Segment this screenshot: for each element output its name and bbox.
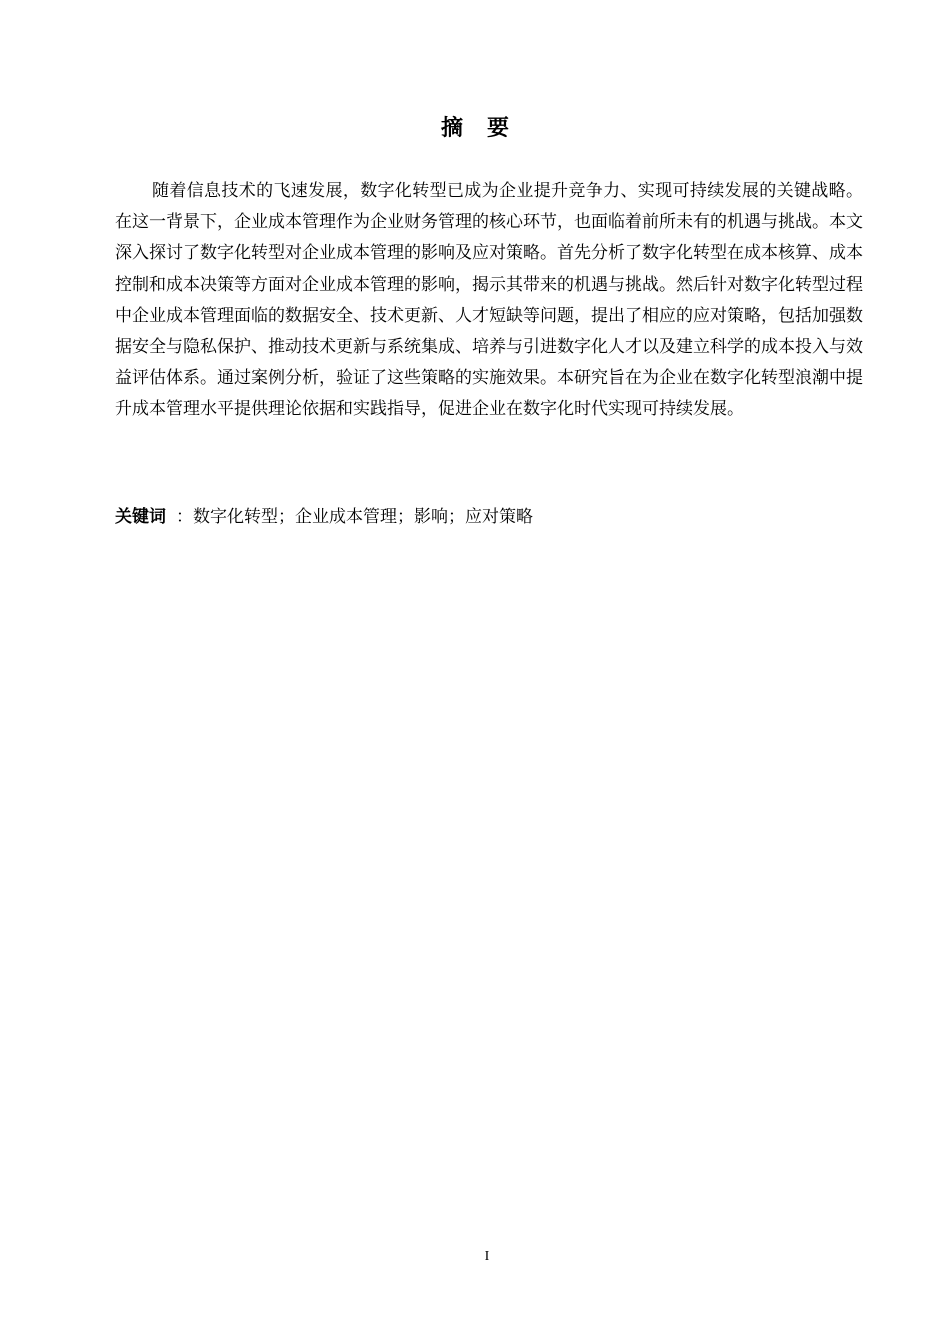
keywords-text: ：数字化转型；企业成本管理；影响；应对策略 [176, 507, 533, 527]
keywords-label: 关键词 [115, 507, 166, 527]
abstract-title: 摘要 [440, 116, 533, 141]
keywords-line [115, 503, 863, 531]
abstract-paragraph: 随着信息技术的飞速发展，数字化转型已成为企业提升竞争力、实现可持续发展的关键战略。在这一背景下，企业成本管理作为企业财务管理的核心环节，也面临着前所未有的机遇与挑战。本文深入探讨了数字化转型对企业成本管理的影响及应对策略。首先分析了数字化转型在成本核算、成本控制和成本决策等方面对企业成本管理的影响，揭示其带来的机遇与挑战。然后针对数字化转型过程中企业成本管理面临的数据安全、技术更新、人才短缺等问题，提出了相应的应对策略，包括加强数据安全与隐私保护、推动技术更新与系统集成、培养与引进数字化人才以及建立科学的成本投入与效益评估体系。通过案例分析，验证了这些策略的实施效果。本研究旨在为企业在数字化转型浪潮中提升成本管理水平提供理论依据和实践指导，促进企业在数字化时代实现可持续发展。 [115, 181, 863, 420]
page-number: I [484, 1249, 490, 1264]
